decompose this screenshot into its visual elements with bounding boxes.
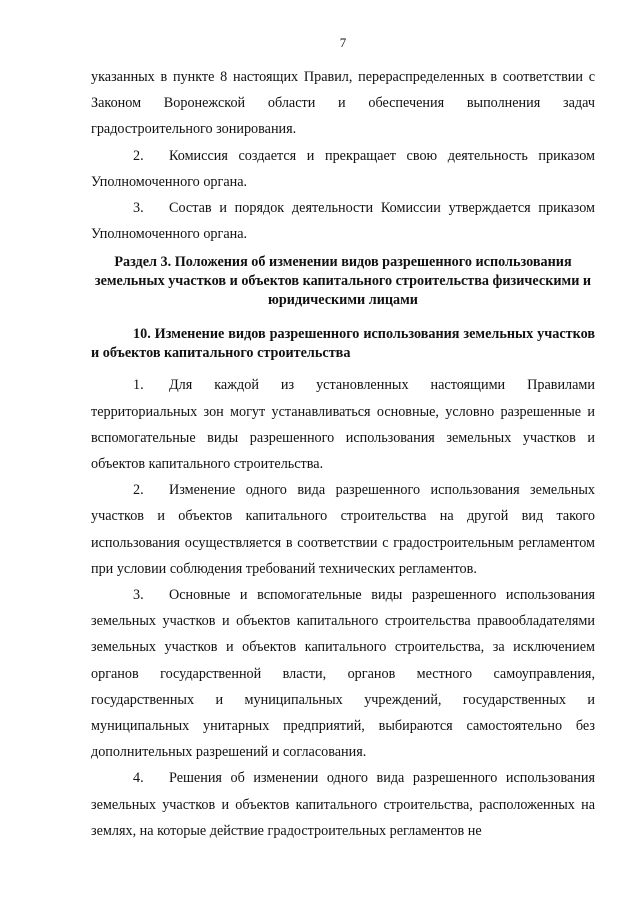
page-number: 7: [339, 35, 347, 50]
item-text: Состав и порядок деятельности Комиссии утверждается приказом Уполномоченного органа.: [91, 200, 595, 243]
article-paragraph-4: [91, 765, 595, 844]
item-number: 3.: [133, 200, 144, 217]
article-paragraph-1: [91, 372, 595, 477]
item-text: Комиссия создается и прекращает свою деятельность приказом Уполномоченного органа.: [91, 147, 595, 190]
item-number: 1.: [133, 377, 144, 394]
paragraph-item-2: [91, 143, 595, 195]
article-paragraph-2: [91, 477, 595, 582]
item-number: 2.: [133, 147, 144, 164]
continuation-paragraph: указанных в пункте 8 настоящих Правил, перераспределенных в соответствии с Законом Воронежской области и обеспечения выполнения задач градостроительного зонирования.: [91, 69, 595, 138]
section-heading: Раздел 3. Положения об изменении видов разрешенного использования земельных участков и объектов капитального строительства физическими и юридическими лицами: [94, 254, 592, 309]
item-number: 2.: [133, 482, 144, 499]
article-heading: 10. Изменение видов разрешенного использования земельных участков и объектов капитального строительства: [91, 326, 595, 362]
paragraph-item-3: [91, 195, 595, 247]
item-text: Основные и вспомогательные виды разрешенного использования земельных участков и объектов капитального строительства правообладателями земельных участков и объектов капитального строительства, за исключением органов государственной власти, органов местного самоуправления, государственных и муниципальных учреждений, государственных и муниципальных унитарных предприятий, выбираются самостоятельно без дополнительных разрешений и согласования.: [91, 587, 595, 761]
item-text: Решения об изменении одного вида разрешенного использования земельных участков и объектов капитального строительства, расположенных на землях, на которые действие градостроительных регламентов не: [91, 770, 595, 839]
document-page: [91, 34, 595, 844]
item-text: Изменение одного вида разрешенного использования земельных участков и объектов капитального строительства на другой вид такого использования осуществляется в соответствии с градостроительным регламентом при условии соблюдения требований технических регламентов.: [91, 482, 595, 577]
article-paragraph-3: [91, 582, 595, 765]
item-text: Для каждой из установленных настоящими Правилами территориальных зон могут устанавливаться основные, условно разрешенные и вспомогательные виды разрешенного использования земельных участков и объектов капитального строительства.: [91, 377, 595, 473]
item-number: 4.: [133, 770, 144, 787]
item-number: 3.: [133, 587, 144, 604]
